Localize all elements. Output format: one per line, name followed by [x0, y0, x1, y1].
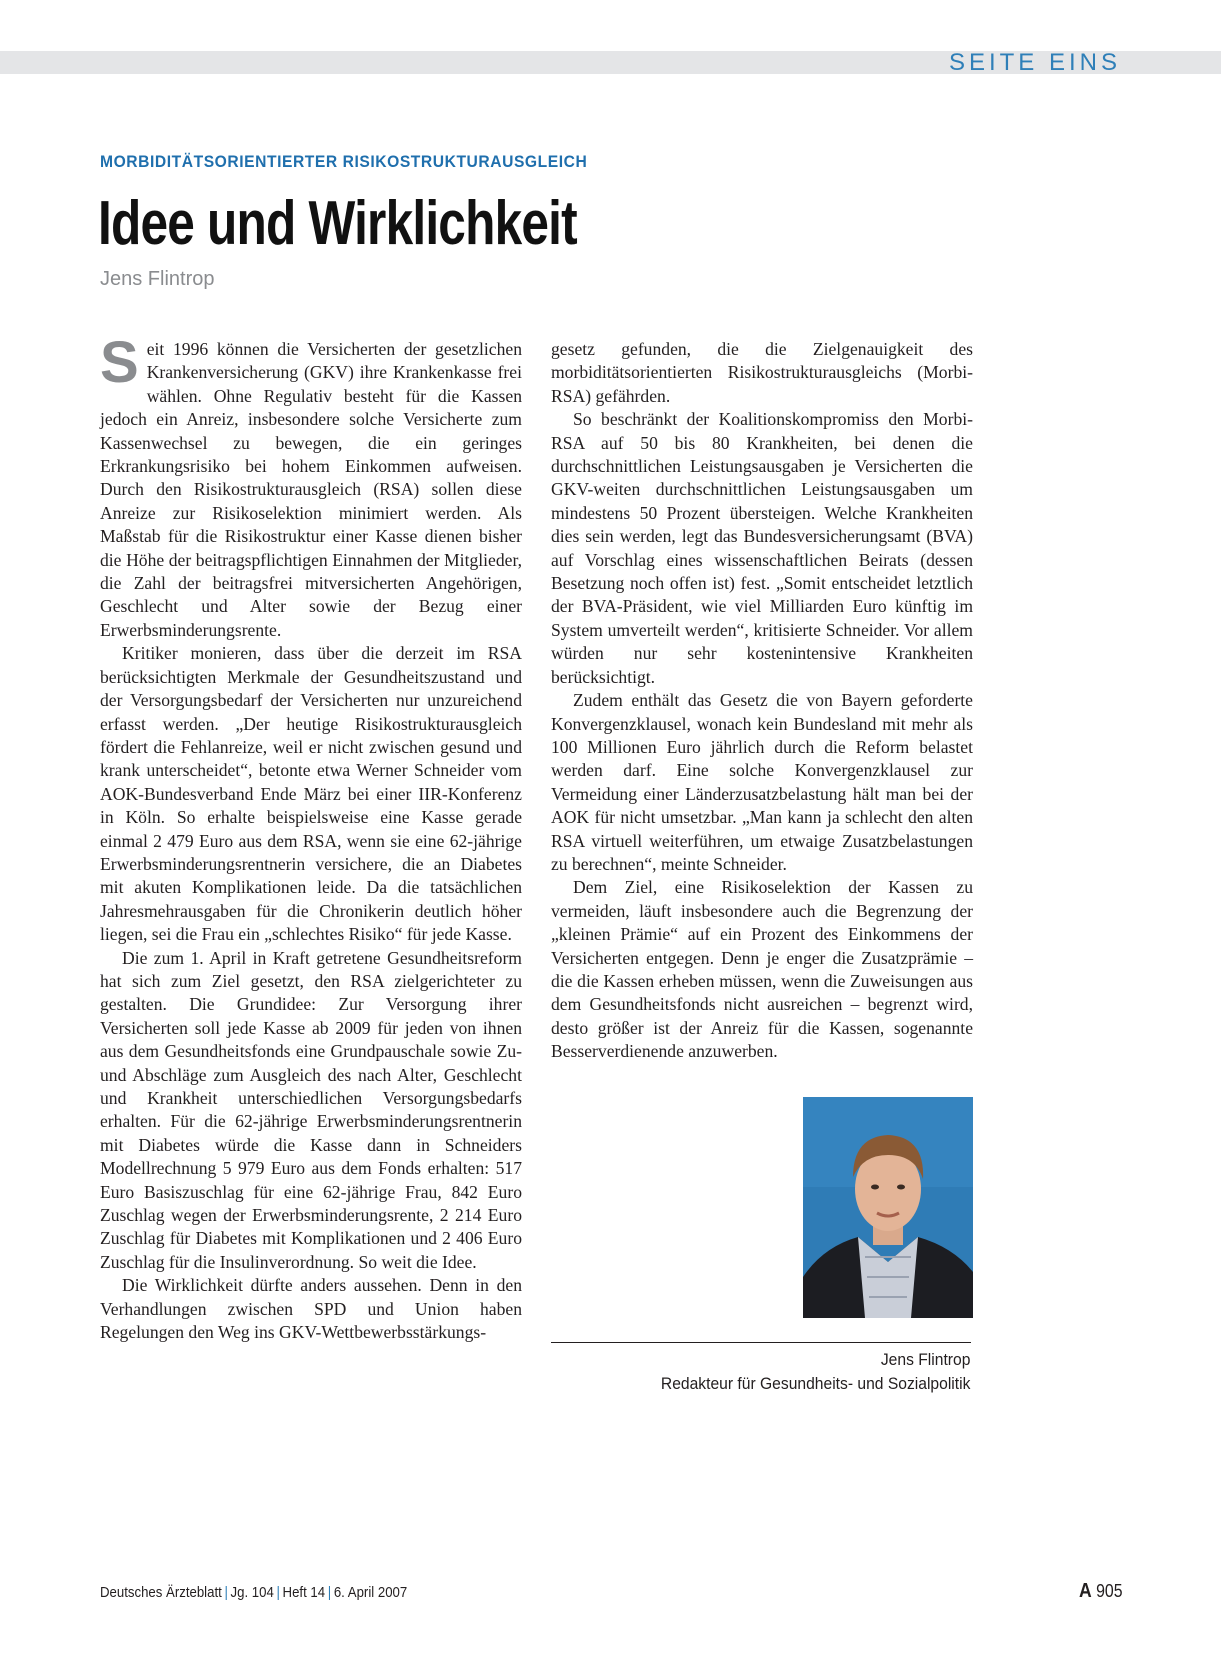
section-label: SEITE EINS: [948, 49, 1121, 76]
author-photo: [803, 1097, 973, 1318]
drop-cap: S: [100, 330, 139, 395]
issue: Heft 14: [282, 1584, 326, 1601]
paragraph: Seit 1996 können die Versicherten der gesetzlichen Krankenversicherung (GKV) ihre Krankenkasse frei wählen. Ohne Regulativ besteht für die Kassen jedoch ein Anreiz, insbesondere solche Versicherte zum Kassenwechsel zu bewegen, die ein geringes Erkrankungsrisiko bei hohem Einkommen aufweisen. Durch den Risikostrukturausgleich (RSA) sollen diese Anreize zur Risikoselektion minimiert werden. Als Maßstab für die Risikostruktur einer Kasse dienen bisher die Höhe der beitragspflichtigen Einnahmen der Mitglieder, die Zahl der beitragsfrei mitversicherten Angehörigen, Geschlecht und Alter sowie der Bezug einer Erwerbsminderungsrente.: [100, 330, 522, 640]
article-kicker: MORBIDITÄTSORIENTIERTER RISIKOSTRUKTURAUSGLEICH: [100, 152, 588, 171]
publication-name: Deutsches Ärzteblatt: [100, 1584, 222, 1601]
author-caption: [661, 1348, 970, 1396]
paragraph: gesetz gefunden, die die Zielgenauigkeit des morbiditätsorientierten Risikostrukturausgleichs (Morbi-RSA) gefährden.: [551, 339, 973, 406]
paragraph: Die Wirklichkeit dürfte anders aussehen. Denn in den Verhandlungen zwischen SPD und Union haben Regelungen den Weg ins GKV-Wettbewerbsstärkungs-: [100, 1275, 522, 1343]
separator: |: [276, 1584, 280, 1601]
caption-rule: [551, 1342, 971, 1343]
article-author: Jens Flintrop: [100, 268, 215, 290]
text-column-left: [100, 330, 522, 1344]
article-title: Idee und Wirklichkeit: [98, 189, 577, 258]
separator: |: [224, 1584, 228, 1601]
paragraph: Dem Ziel, eine Risikoselektion der Kassen zu vermeiden, läuft insbesondere auch die Begrenzung der „kleinen Prämie“ auf ein Prozent des Einkommens der Versicherten entgegen. Denn je enger die Zusatzprämie – die die Kassen erheben müssen, wenn die Zuweisungen aus dem Gesundheitsfonds nicht ausreichen – begrenzt wird, desto größer ist der Anreiz für die Kassen, sogenannte Besserverdienende anzuwerben.: [551, 877, 973, 1062]
author-name: Jens Flintrop: [880, 1350, 970, 1369]
page-number: [1079, 1580, 1123, 1603]
portrait-image: [803, 1097, 973, 1318]
issue-date: 6. April 2007: [333, 1584, 408, 1601]
paragraph: So beschränkt der Koalitionskompromiss den Morbi-RSA auf 50 bis 80 Krankheiten, bei denen die durchschnittlichen Leistungsausgaben je Versicherten die GKV-weiten durchschnittlichen Leistungsausgaben um mindestens 50 Prozent übersteigen. Welche Krankheiten dies sein werden, legt das Bundesversicherungsamt (BVA) auf Vorschlag eines wissenschaftlichen Beirats (dessen Besetzung noch offen ist) fest. „Somit entscheidet letztlich der BVA-Präsident, wie viel Milliarden Euro künftig im System umverteilt werden“, kritisierte Schneider. Vor allem würden nur sehr kostenintensive Krankheiten berücksichtigt.: [551, 409, 973, 687]
page-number-value: 905: [1096, 1581, 1123, 1601]
paragraph: Zudem enthält das Gesetz die von Bayern geforderte Konvergenzklausel, wonach kein Bundesland mit mehr als 100 Millionen Euro jährlich durch die Reform belastet werden darf. Eine solche Konvergenzklausel zur Vermeidung einer Länderzusatzbelastung hält man bei der AOK für nicht umsetzbar. „Man kann ja schlecht den alten RSA virtuell weiterführen, um etwaige Zusatzbelastungen zu berechnen“, meinte Schneider.: [551, 690, 973, 874]
page-prefix: A: [1079, 1580, 1093, 1602]
paragraph: Kritiker monieren, dass über die derzeit im RSA berücksichtigten Merkmale der Gesundheitszustand und der Versorgungsbedarf der Versicherten nur unzureichend erfasst werden. „Der heutige Risikostrukturausgleich fördert die Fehlanreize, weil er nicht zwischen gesund und krank unterscheidet“, betonte etwa Werner Schneider vom AOK-Bundesverband Ende März bei einer IIR-Konferenz in Köln. So erhalte beispielsweise eine Kasse gerade einmal 2 479 Euro aus dem RSA, wenn sie eine 62-jährige Erwerbsminderungsrentnerin versichere, die an Diabetes mit akuten Komplikationen leide. Da die tatsächlichen Jahresmehrausgaben für die Chronikerin deutlich höher liegen, sei die Frau ein „schlechtes Risiko“ für jede Kasse.: [100, 643, 522, 945]
footer-citation: [100, 1584, 407, 1601]
volume: Jg. 104: [230, 1584, 274, 1601]
paragraph: Die zum 1. April in Kraft getretene Gesundheitsreform hat sich zum Ziel gesetzt, den RSA zielgerichteter zu gestalten. Die Grundidee: Zur Versorgung ihrer Versicherten soll jede Kasse ab 2009 für jeden von ihnen aus dem Gesundheitsfonds eine Grundpauschale sowie Zu- und Abschläge zum Ausgleich des nach Alter, Geschlecht und Krankheit unterschiedlichen Versorgungsbedarfs erhalten. Für die 62-jährige Erwerbsminderungsrentnerin mit Diabetes würde die Kasse dann in Schneiders Modellrechnung 5 979 Euro aus dem Fonds erhalten: 517 Euro Basiszuschlag für eine 62-jährige Frau, 842 Euro Zuschlag wegen der Erwerbsminderungsrente, 2 214 Euro Zuschlag für Diabetes mit Komplikationen und 2 406 Euro Zuschlag für die Insulinverordnung. So weit die Idee.: [100, 947, 522, 1272]
separator: |: [327, 1584, 332, 1601]
author-role: Redakteur für Gesundheits- und Sozialpolitik: [660, 1374, 970, 1393]
text-column-right: [551, 338, 973, 1064]
